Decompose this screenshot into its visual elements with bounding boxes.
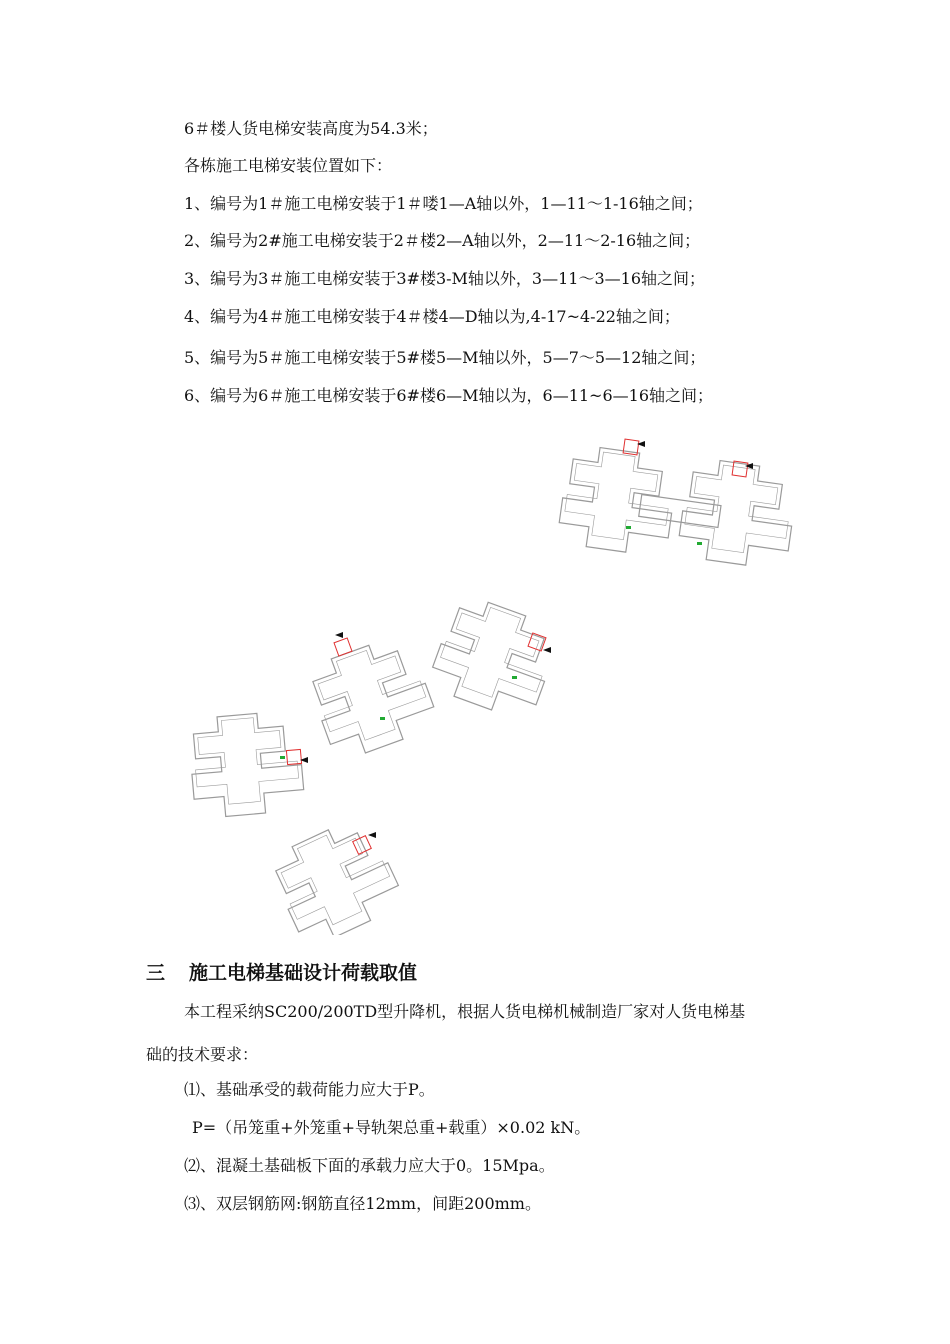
building-middle-left	[303, 632, 441, 764]
load-formula: P=（吊笼重+外笼重+导轨架总重+载重）×0.02 kN。	[192, 1118, 591, 1137]
position-item-2: 2、编号为2#施工电梯安装于2＃楼2—A轴以外，2—11～2-16轴之间；	[184, 231, 701, 250]
position-item-1: 1、编号为1＃施工电梯安装于1＃喽1—A轴以外，1—11～1-16轴之间；	[184, 194, 703, 213]
entrance-marker	[280, 756, 285, 759]
site-plan-figure	[0, 430, 950, 935]
building-top-right	[676, 456, 799, 570]
position-item-3: 3、编号为3＃施工电梯安装于3#楼3-M轴以外，3—11～3—16轴之间；	[184, 269, 705, 288]
entrance-marker	[380, 717, 385, 720]
building-top-left	[556, 443, 679, 557]
entrance-marker	[626, 526, 631, 529]
section-3-heading	[146, 958, 417, 985]
section-title: 施工电梯基础设计荷载取值	[189, 962, 418, 984]
elevator-marker-5	[286, 749, 301, 764]
height-line: 6＃楼人货电梯安装高度为54.3米；	[184, 119, 438, 138]
flag-icon	[543, 647, 551, 653]
section-3-paragraph-line-1: 本工程采纳SC200/200TD型升降机，根据人货电梯机械制造厂家对人货电梯基	[184, 1002, 746, 1021]
position-item-5: 5、编号为5＃施工电梯安装于5#楼5—M轴以外，5—7～5—12轴之间；	[184, 348, 706, 367]
section-number: 三	[146, 962, 166, 984]
section-3-paragraph-line-2: 础的技术要求：	[146, 1045, 259, 1064]
elevator-marker-3	[334, 638, 352, 656]
flag-icon	[368, 832, 376, 838]
requirement-2: ⑵、混凝土基础板下面的承载力应大于0。15Mpa。	[184, 1156, 555, 1175]
building-bottom	[265, 813, 407, 935]
position-item-4: 4、编号为4＃施工电梯安装于4＃楼4—D轴以为,4-17~4-22轴之间；	[184, 307, 680, 326]
building-middle-right	[426, 592, 564, 724]
position-item-6: 6、编号为6＃施工电梯安装于6#楼6—M轴以为，6—11~6—16轴之间；	[184, 386, 713, 405]
entrance-marker	[697, 542, 702, 545]
entrance-marker	[512, 676, 517, 679]
requirement-1: ⑴、基础承受的载荷能力应大于P。	[184, 1080, 435, 1099]
positions-intro: 各栋施工电梯安装位置如下：	[184, 156, 393, 175]
requirement-3: ⑶、双层钢筋网:钢筋直径12mm，间距200mm。	[184, 1194, 541, 1213]
flag-icon	[335, 632, 343, 638]
